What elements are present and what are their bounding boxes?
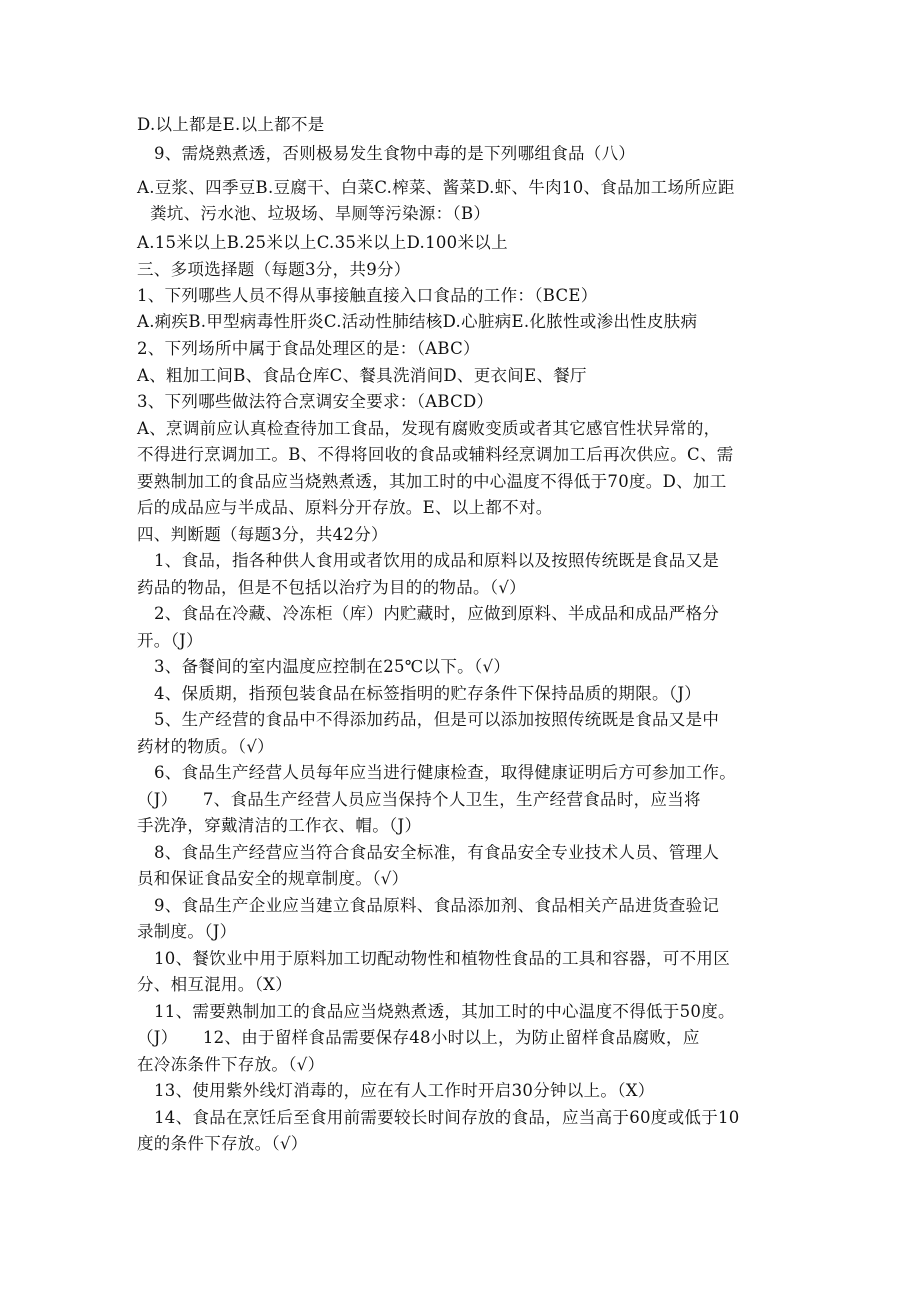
- statement-line: 6、食品生产经营人员每年应当进行健康检查，取得健康证明后方可参加工作。: [154, 763, 736, 782]
- question-line: 1、下列哪些人员不得从事接触直接入口食品的工作：（BCE）: [137, 286, 598, 305]
- statement-line: 1、食品，指各种供人食用或者饮用的成品和原料以及按照传统既是食品又是: [154, 551, 720, 570]
- statement-line: 3、备餐间的室内温度应控制在25℃以下。（√）: [154, 657, 511, 676]
- statement-line: 在冷冻条件下存放。（√）: [137, 1055, 325, 1074]
- statement-line: 分、相互混用。（X）: [137, 975, 292, 994]
- options-line: A、粗加工间B、食品仓库C、餐具洗消间D、更衣间E、餐厅: [137, 366, 587, 385]
- statement-line: 开。（J）: [137, 631, 203, 650]
- options-line: A.15米以上B.25米以上C.35米以上D.100米以上: [137, 233, 508, 252]
- statement-line: 药材的物质。（√）: [137, 737, 274, 756]
- options-line: A.豆浆、四季豆B.豆腐干、白菜C.榨菜、酱菜D.虾、牛肉10、食品加工场所应距: [137, 178, 735, 197]
- statement-line: 8、食品生产经营应当符合食品安全标准，有食品安全专业技术人员、管理人: [154, 843, 720, 862]
- question-line: 2、下列场所中属于食品处理区的是：（ABC）: [137, 339, 480, 358]
- section-heading: 三、多项选择题（每题3分，共9分）: [137, 260, 411, 279]
- options-line: 后的成品应与半成品、原料分开存放。E、以上都不对。: [137, 498, 553, 517]
- options-line: 要熟制加工的食品应当烧熟煮透，其加工时的中心温度不得低于70度。D、加工: [137, 472, 727, 491]
- statement-line: 录制度。（J）: [137, 922, 237, 941]
- statement-line: 11、需要熟制加工的食品应当烧熟煮透，其加工时的中心温度不得低于50度。: [154, 1002, 735, 1021]
- statement-line: 4、保质期，指预包装食品在标签指明的贮存条件下保持品质的期限。（J）: [154, 684, 702, 703]
- statement-line: 13、使用紫外线灯消毒的，应在有人工作时开启30分钟以上。（X）: [154, 1081, 655, 1100]
- statement-line: 5、生产经营的食品中不得添加药品，但是可以添加按照传统既是食品又是中: [154, 710, 720, 729]
- question-line: 3、下列哪些做法符合烹调安全要求：（ABCD）: [137, 392, 494, 411]
- options-line: A、烹调前应认真检查待加工食品，发现有腐败变质或者其它感官性状异常的，: [137, 419, 721, 438]
- statement-line: （J） 7、食品生产经营人员应当保持个人卫生，生产经营食品时，应当将: [137, 790, 701, 809]
- statement-line: 员和保证食品安全的规章制度。（√）: [137, 869, 409, 888]
- statement-line: 14、食品在烹饪后至食用前需要较长时间存放的食品，应当高于60度或低于10: [154, 1108, 740, 1127]
- statement-line: 度的条件下存放。（√）: [137, 1134, 308, 1153]
- statement-line: 10、餐饮业中用于原料加工切配动物性和植物性食品的工具和容器，可不用区: [154, 949, 730, 968]
- question-line: 9、需烧熟煮透，否则极易发生食物中毒的是下列哪组食品（八）: [154, 144, 636, 163]
- options-line: A.痢疾B.甲型病毒性肝炎C.活动性肺结核D.心脏病E.化脓性或渗出性皮肤病: [137, 312, 698, 331]
- text-line: 粪坑、污水池、垃圾场、旱厕等污染源：（B）: [150, 204, 491, 223]
- statement-line: 9、食品生产企业应当建立食品原料、食品添加剂、食品相关产品进货查验记: [154, 896, 720, 915]
- statement-line: （J） 12、由于留样食品需要保存48小时以上，为防止留样食品腐败，应: [137, 1028, 700, 1047]
- options-line: 不得进行烹调加工。B、不得将回收的食品或辅料经烹调加工后再次供应。C、需: [137, 445, 734, 464]
- statement-line: 药品的物品，但是不包括以治疗为目的的物品。（√）: [137, 578, 526, 597]
- text-line: D.以上都是E.以上都不是: [137, 115, 325, 134]
- section-heading: 四、判断题（每题3分，共42分）: [137, 525, 388, 544]
- statement-line: 手洗净，穿戴清洁的工作衣、帽。（J）: [137, 816, 422, 835]
- statement-line: 2、食品在冷藏、冷冻柜（库）内贮藏时，应做到原料、半成品和成品严格分: [154, 604, 720, 623]
